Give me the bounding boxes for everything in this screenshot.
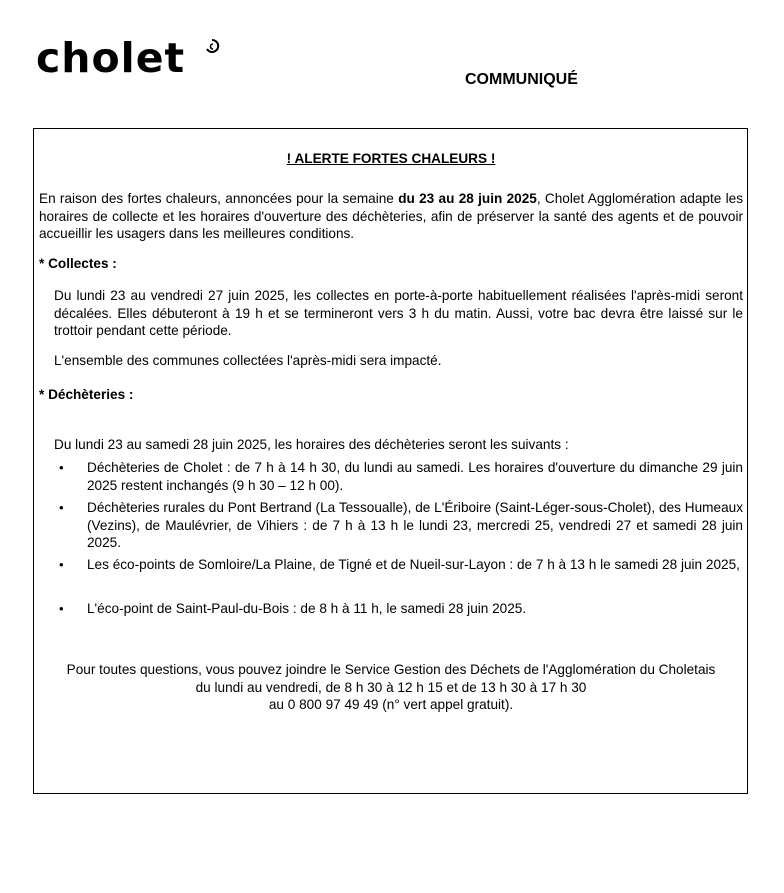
decheteries-heading: * Déchèteries : — [39, 387, 134, 402]
notice-box — [33, 128, 748, 794]
bullet-icon: • — [59, 601, 64, 616]
list-item: Déchèteries rurales du Pont Bertrand (La Tessoualle), de L'Ériboire (Saint-Léger-sous-Cholet), des Humeaux (Vezins), de Maulévrier, de Vihiers : de 7 h à 13 h le lundi 23, mercredi 25, vendredi 27 et samedi 28 juin 2025. — [87, 500, 743, 550]
bullet-icon: • — [59, 557, 64, 572]
intro-text-start: En raison des fortes chaleurs, annoncées pour la semaine — [39, 191, 399, 206]
document-type: COMMUNIQUÉ — [465, 71, 578, 88]
list-item: Les éco-points de Somloire/La Plaine, de Tigné et de Nueil-sur-Layon : de 7 h à 13 h le samedi 28 juin 2025, — [87, 557, 740, 572]
contact-line-3: au 0 800 97 49 49 (n° vert appel gratuit). — [268, 697, 514, 712]
collectes-paragraph-1: Du lundi 23 au vendredi 27 juin 2025, les collectes en porte-à-porte habituellement réalisées l'après-midi seront décalées. Elles débuteront à 19 h et se termineront vers 3 h du matin. Aussi, votre bac devra être laissé sur le trottoir pendant cette période. — [54, 288, 743, 338]
list-item: Déchèteries de Cholet : de 7 h à 14 h 30, du lundi au samedi. Les horaires d'ouverture du dimanche 29 juin 2025 restent inchangés (9 h 30 – 12 h 00). — [87, 460, 743, 493]
alert-title: ! ALERTE FORTES CHALEURS ! — [286, 151, 496, 166]
contact-line-2: du lundi au vendredi, de 8 h 30 à 12 h 15 et de 13 h 30 à 17 h 30 — [195, 679, 587, 695]
collectes-paragraph-2: L'ensemble des communes collectées l'après-midi sera impacté. — [54, 353, 442, 368]
intro-paragraph — [39, 190, 743, 243]
contact-line-1: Pour toutes questions, vous pouvez joindre le Service Gestion des Déchets de l'Agglomération du Choletais — [66, 662, 716, 677]
logo-symbol-icon — [204, 38, 220, 56]
intro-text-end: , Cholet Agglomération adapte les horaires de collecte et les horaires d'ouverture des déchèteries, afin de préserver la santé des agents et de pouvoir accueillir les usagers dans les meilleures conditions. — [39, 191, 744, 241]
contact-info — [39, 661, 743, 714]
list-item: L'éco-point de Saint-Paul-du-Bois : de 8 h à 11 h, le samedi 28 juin 2025. — [87, 601, 527, 616]
bullet-icon: • — [59, 500, 64, 515]
intro-dates: du 23 au 28 juin 2025 — [398, 191, 537, 206]
decheteries-intro: Du lundi 23 au samedi 28 juin 2025, les horaires des déchèteries seront les suivants : — [54, 437, 569, 452]
bullet-icon: • — [59, 460, 64, 475]
collectes-heading: * Collectes : — [39, 256, 117, 271]
cholet-logo — [36, 36, 226, 80]
logo-wordmark: cholet — [36, 34, 186, 82]
